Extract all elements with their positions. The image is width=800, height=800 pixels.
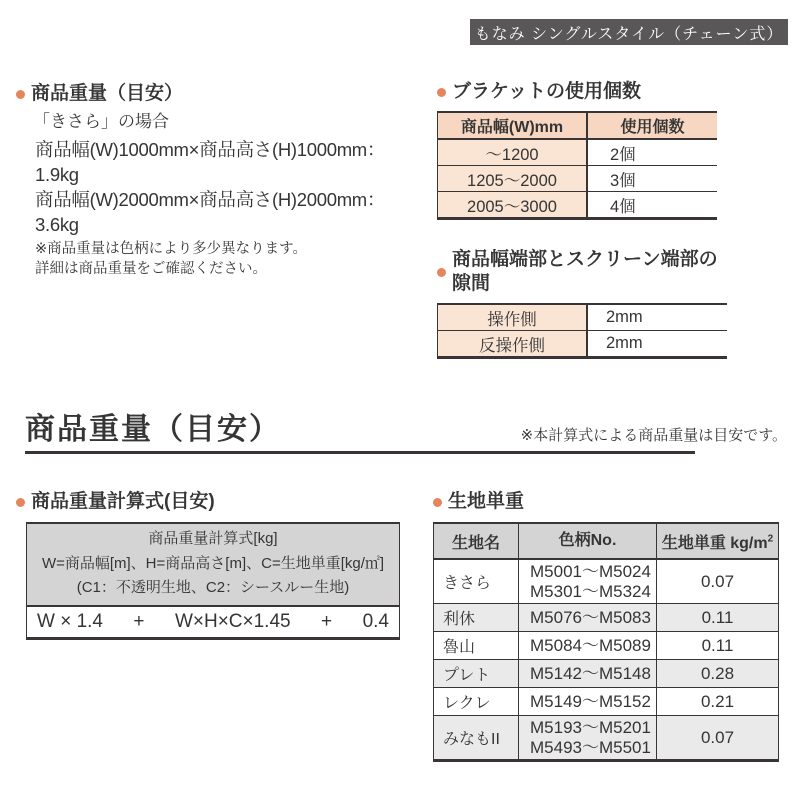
bullet-icon [437, 268, 446, 277]
bullet-icon [16, 90, 25, 99]
weight-spec-line: 商品幅(W)2000mm×商品高さ(H)2000mm：3.6kg [35, 189, 386, 235]
formula-header-line: (C1：不透明生地、C2：シースルー生地) [76, 579, 350, 596]
page-section-title: 商品重量（目安） [25, 413, 281, 446]
fabric-name-cell: レクレ [443, 695, 491, 712]
count-cell: 4個 [586, 192, 717, 217]
formula-header-line: W=商品幅[m]、H=商品高さ[m]、C=生地単重[kg/㎡] [41, 554, 385, 572]
col-header-fabric-name: 生地名 [451, 534, 500, 552]
table-row [434, 659, 778, 687]
table-row [434, 603, 778, 631]
width-range-cell: 〜1200 [438, 140, 586, 165]
weight-summary-section [16, 82, 428, 279]
unit-weight-cell: 0.11 [656, 632, 778, 659]
fabric-weight-heading [433, 490, 779, 514]
side-label-cell: 操作側 [438, 305, 586, 330]
unit-weight-cell: 0.07 [656, 560, 778, 603]
unit-weight-cell: 0.11 [656, 604, 778, 631]
weight-formula-title: 商品重量計算式(目安) [31, 491, 215, 512]
edge-gap-heading [437, 248, 727, 296]
unit-weight-label: 生地単重 $kg/m^2$ [661, 533, 774, 552]
table-header-row [438, 113, 717, 139]
superscript-2: 2 [767, 533, 774, 545]
formula-term: W×H×C×1.45 [174, 610, 291, 632]
bullet-icon [16, 498, 25, 507]
width-range-cell: 2005〜3000 [438, 192, 586, 217]
formula-operator: + [133, 610, 145, 632]
col-header-color-no: 色柄No. [518, 524, 656, 558]
section-divider [25, 451, 695, 454]
count-cell: 2個 [586, 140, 717, 165]
weight-note-line: ※商品重量は色柄により多少異なります。 [35, 241, 307, 257]
table-row [434, 687, 778, 715]
bullet-icon [437, 88, 446, 97]
gap-value-cell: 2mm [586, 331, 727, 356]
weight-spec-lines [35, 137, 428, 237]
formula-expression-row [27, 607, 399, 637]
unit-weight-cell: 0.28 [656, 660, 778, 687]
table-header-row [434, 524, 778, 559]
table-row [434, 715, 778, 759]
bracket-count-heading [437, 80, 717, 104]
fabric-weight-section [433, 490, 779, 762]
color-range-cell: M5142〜M5148 [518, 660, 656, 687]
fabric-weight-table [433, 522, 779, 762]
color-range-cell: M5149〜M5152 [518, 688, 656, 715]
weight-spec-line: 商品幅(W)1000mm×商品高さ(H)1000mm：1.9kg [35, 139, 386, 185]
weight-summary-title: 商品重量（目安） [31, 83, 184, 104]
table-row [438, 165, 717, 191]
table-row [434, 559, 778, 603]
fabric-name-cell: きさら [443, 575, 492, 592]
table-row [438, 139, 717, 165]
col-header-width: 商品幅(W)mm [438, 113, 586, 138]
side-label-cell: 反操作側 [438, 331, 586, 356]
page-section-note: ※本計算式による商品重量は目安です。 [520, 427, 787, 444]
unit-weight-cell: 0.21 [656, 688, 778, 715]
table-row [438, 330, 727, 356]
formula-header-line: 商品重量計算式[kg] [148, 530, 278, 547]
color-range-cell: M5001〜M5024 M5301〜M5324 [518, 560, 656, 603]
color-range-cell: M5084〜M5089 [518, 632, 656, 659]
edge-gap-table [437, 303, 727, 359]
table-row [438, 191, 717, 217]
bullet-icon [433, 498, 442, 507]
col-header-unit-weight [656, 524, 778, 558]
product-title: もなみ シングルスタイル（チェーン式） [474, 25, 784, 43]
weight-formula-section [16, 490, 416, 640]
weight-formula-heading [16, 490, 416, 514]
weight-note-line: 詳細は商品重量をご確認ください。 [35, 260, 267, 277]
color-range-cell: M5193〜M5201 M5493〜M5501 [518, 716, 656, 759]
col-header-count: 使用個数 [586, 113, 717, 138]
formula-table-header [27, 524, 399, 607]
formula-term: 0.4 [362, 610, 389, 632]
weight-notes [35, 240, 428, 279]
case-label: 「きさら」の場合 [33, 112, 169, 131]
bracket-count-table [437, 111, 717, 220]
count-cell: 3個 [586, 166, 717, 191]
formula-operator: + [321, 610, 333, 632]
edge-gap-section [437, 248, 727, 359]
gap-value-cell: 2mm [586, 305, 727, 330]
fabric-name-cell: みなもII [443, 731, 500, 748]
edge-gap-title: 商品幅端部とスクリーン端部の隙間 [452, 249, 718, 294]
fabric-name-cell: 利休 [443, 611, 476, 628]
table-row [434, 631, 778, 659]
fabric-name-cell: 魯山 [443, 639, 476, 656]
weight-summary-heading [16, 82, 428, 106]
formula-term: W × 1.4 [37, 610, 103, 632]
bracket-count-section [437, 80, 717, 220]
width-range-cell: 1205〜2000 [438, 166, 586, 191]
table-row [438, 305, 727, 330]
bracket-count-title: ブラケットの使用個数 [452, 81, 642, 102]
weight-formula-table [26, 522, 400, 640]
fabric-weight-title: 生地単重 [448, 491, 525, 512]
product-header-bar [470, 19, 788, 45]
fabric-name-cell: プレト [443, 667, 491, 684]
color-range-cell: M5076〜M5083 [518, 604, 656, 631]
unit-weight-cell: 0.07 [656, 716, 778, 759]
